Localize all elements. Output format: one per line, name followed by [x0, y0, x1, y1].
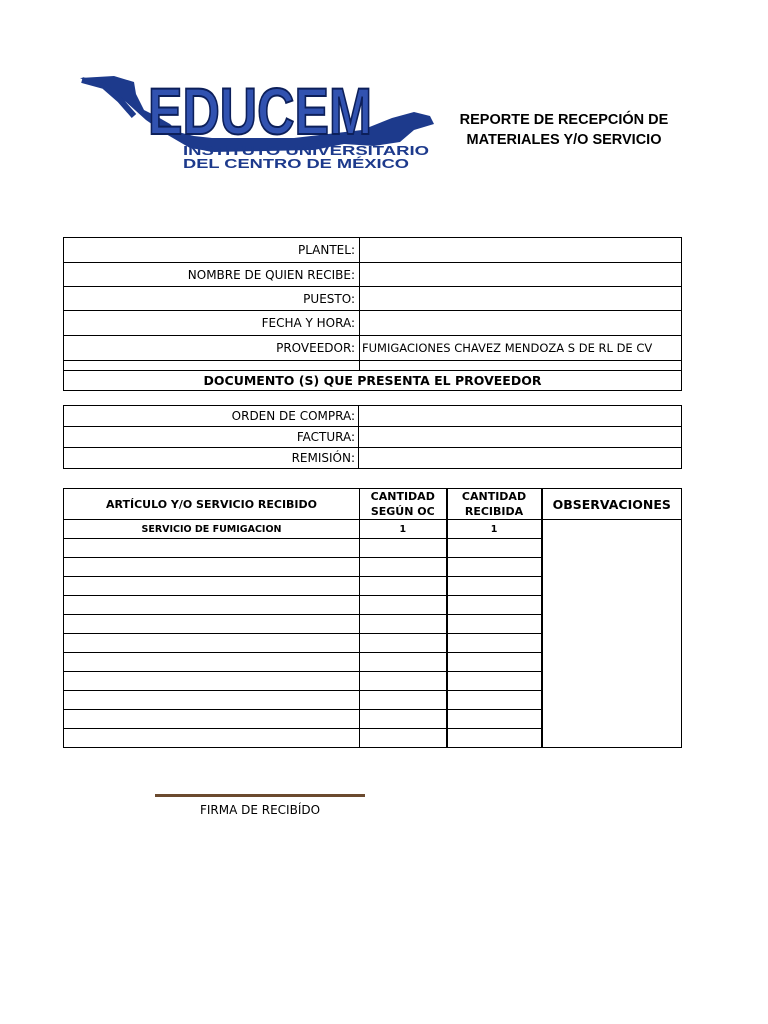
item-articulo-cell[interactable] [64, 634, 360, 653]
item-recibida-cell[interactable] [447, 615, 542, 634]
item-recibida-cell[interactable]: 1 [447, 520, 542, 539]
plantel-label: PLANTEL: [64, 238, 360, 263]
item-recibida-cell[interactable] [447, 672, 542, 691]
remision-field[interactable] [359, 448, 682, 469]
item-segun-oc-cell[interactable] [360, 729, 447, 748]
logo-wordmark: EDUCEM [148, 74, 372, 148]
documents-table [63, 405, 682, 469]
recibe-label: NOMBRE DE QUIEN RECIBE: [64, 263, 360, 287]
remision-label: REMISIÓN: [64, 448, 359, 469]
header-articulo: ARTÍCULO Y/O SERVICIO RECIBIDO [64, 489, 360, 520]
header-cantidad-recibida [447, 489, 542, 520]
spacer-cell [64, 361, 360, 371]
title-line-2: MATERIALES Y/O SERVICIO [466, 132, 662, 148]
item-segun-oc-cell[interactable] [360, 710, 447, 729]
item-recibida-cell[interactable] [447, 558, 542, 577]
item-segun-oc-cell[interactable] [360, 577, 447, 596]
logo-line1: INSTITUTO UNIVERSITARIO [183, 144, 430, 158]
document-title [452, 110, 676, 150]
table-row [64, 520, 682, 539]
item-recibida-cell[interactable] [447, 634, 542, 653]
header-observaciones: OBSERVACIONES [542, 489, 682, 520]
item-articulo-cell[interactable] [64, 729, 360, 748]
item-articulo-cell[interactable] [64, 672, 360, 691]
spacer-cell [360, 361, 682, 371]
item-segun-oc-cell[interactable] [360, 672, 447, 691]
header-cantidad-oc [360, 489, 447, 520]
recibe-field[interactable] [360, 263, 682, 287]
item-articulo-cell[interactable] [64, 596, 360, 615]
proveedor-field[interactable]: FUMIGACIONES CHAVEZ MENDOZA S DE RL DE CV [360, 336, 682, 361]
item-articulo-cell[interactable] [64, 577, 360, 596]
item-segun-oc-cell[interactable] [360, 691, 447, 710]
item-recibida-cell[interactable] [447, 653, 542, 672]
orden-label: ORDEN DE COMPRA: [64, 406, 359, 427]
item-recibida-cell[interactable] [447, 539, 542, 558]
item-articulo-cell[interactable] [64, 653, 360, 672]
fecha-field[interactable] [360, 311, 682, 336]
item-segun-oc-cell[interactable]: 1 [360, 520, 447, 539]
item-articulo-cell[interactable] [64, 539, 360, 558]
item-recibida-cell[interactable] [447, 729, 542, 748]
factura-field[interactable] [359, 427, 682, 448]
fecha-label: FECHA Y HORA: [64, 311, 360, 336]
item-segun-oc-cell[interactable] [360, 634, 447, 653]
item-articulo-cell[interactable] [64, 691, 360, 710]
proveedor-label: PROVEEDOR: [64, 336, 360, 361]
item-articulo-cell[interactable] [64, 710, 360, 729]
educem-logo [74, 72, 440, 172]
puesto-label: PUESTO: [64, 287, 360, 311]
orden-field[interactable] [359, 406, 682, 427]
receiver-info-table [63, 237, 682, 391]
item-articulo-cell[interactable]: SERVICIO DE FUMIGACION [64, 520, 360, 539]
header-cantidad-oc-line1: CANTIDAD [370, 490, 435, 503]
signature-label: FIRMA DE RECIBÍDO [199, 803, 321, 817]
item-recibida-cell[interactable] [447, 710, 542, 729]
documents-section-title: DOCUMENTO (S) QUE PRESENTA EL PROVEEDOR [64, 371, 682, 391]
item-articulo-cell[interactable] [64, 558, 360, 577]
item-segun-oc-cell[interactable] [360, 596, 447, 615]
item-recibida-cell[interactable] [447, 691, 542, 710]
item-recibida-cell[interactable] [447, 577, 542, 596]
signature-line [155, 794, 365, 797]
header-cantidad-recibida-line1: CANTIDAD [461, 490, 527, 503]
item-recibida-cell[interactable] [447, 596, 542, 615]
item-segun-oc-cell[interactable] [360, 558, 447, 577]
plantel-field[interactable] [360, 238, 682, 263]
factura-label: FACTURA: [64, 427, 359, 448]
items-table [63, 488, 682, 748]
logo-line2: DEL CENTRO DE MÉXICO [183, 157, 338, 171]
item-segun-oc-cell[interactable] [360, 539, 447, 558]
title-line-1: REPORTE DE RECEPCIÓN DE [459, 112, 669, 128]
puesto-field[interactable] [360, 287, 682, 311]
observaciones-field[interactable] [542, 520, 682, 748]
item-segun-oc-cell[interactable] [360, 615, 447, 634]
header-cantidad-recibida-line2: RECIBIDA [464, 505, 524, 518]
item-articulo-cell[interactable] [64, 615, 360, 634]
header-cantidad-oc-line2: SEGÚN OC [370, 505, 435, 518]
item-segun-oc-cell[interactable] [360, 653, 447, 672]
